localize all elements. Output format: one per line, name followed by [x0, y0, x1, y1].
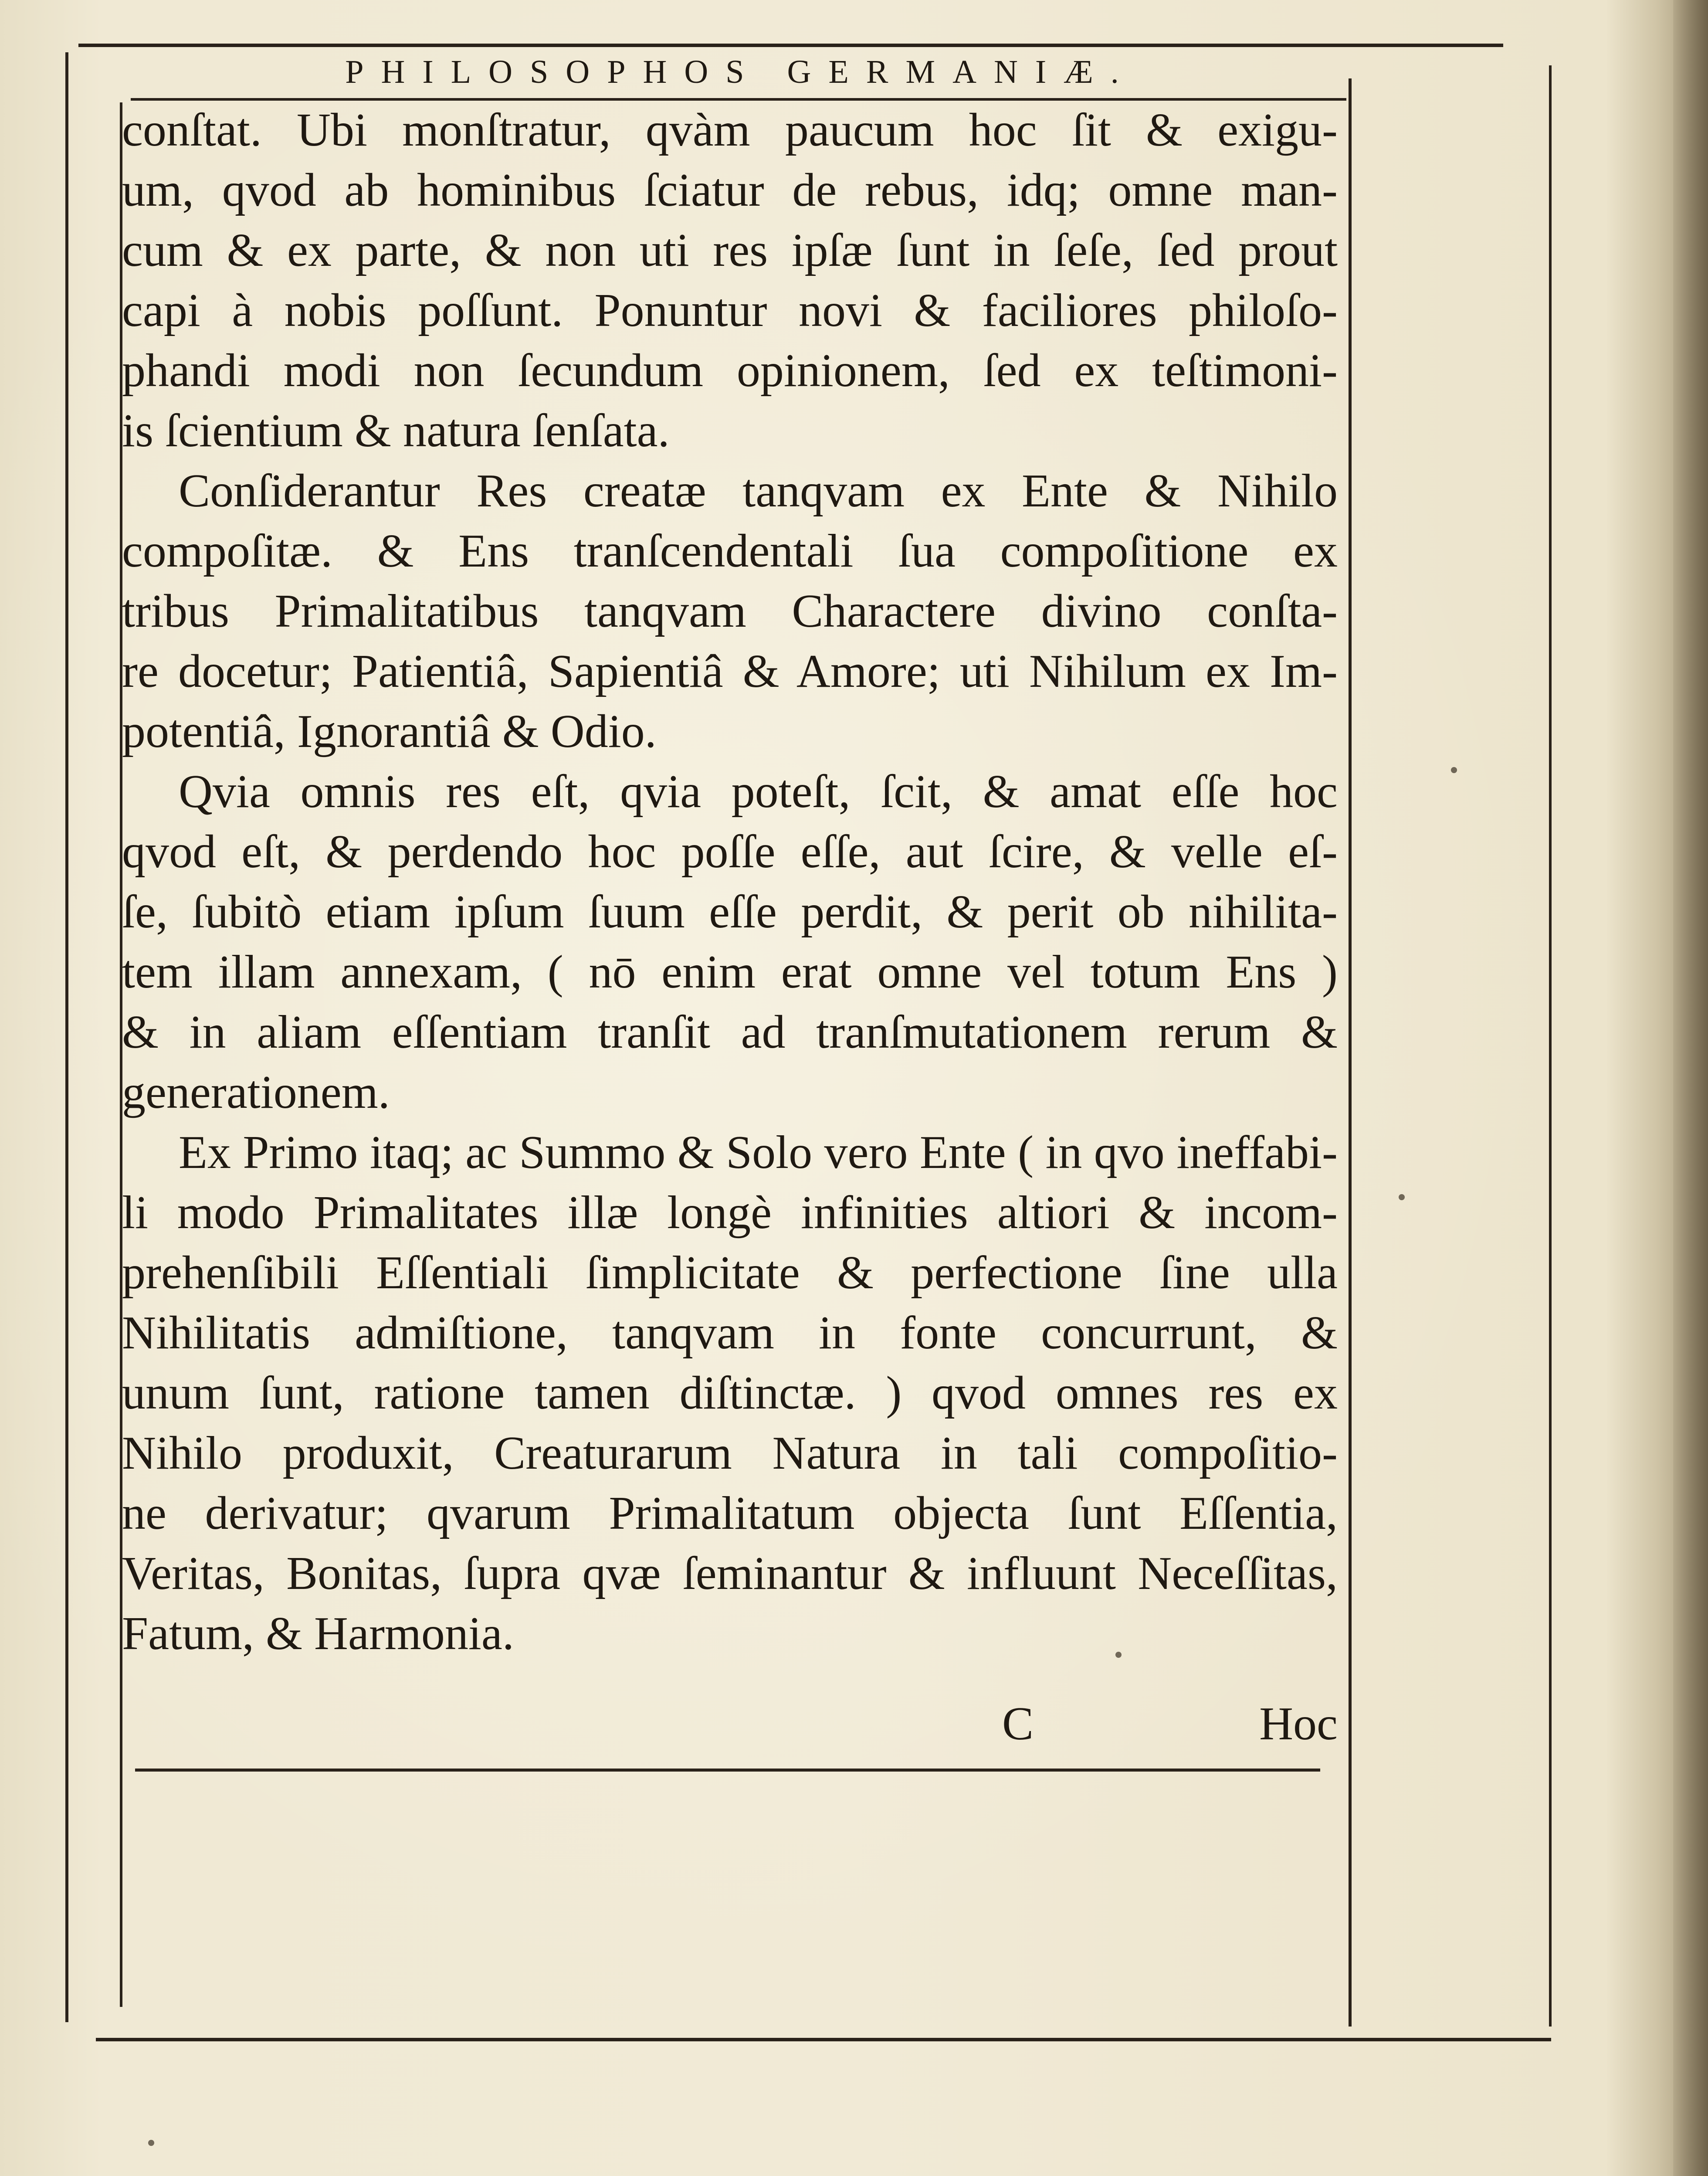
text-line: unum ſunt, ratione tamen diſtinctæ. ) qvod omnes res ex — [122, 1367, 1338, 1419]
text-line: capi à nobis poſſunt. Ponuntur novi & faciliores philoſo- — [122, 285, 1338, 336]
text-line: potentiâ, Ignorantiâ & Odio. — [122, 706, 657, 757]
text-line: re docetur; Patientiâ, Sapientiâ & Amore; uti Nihilum ex Im- — [122, 645, 1338, 697]
ink-speck — [1399, 1194, 1405, 1200]
body-text — [122, 100, 1338, 1664]
ink-speck — [148, 2140, 154, 2146]
bottom-rule — [96, 2038, 1551, 2041]
text-line: Conſiderantur Res creatæ tanqvam ex Ente & Nihilo — [179, 465, 1338, 517]
text-line: is ſcientium & natura ſenſata. — [122, 405, 670, 457]
left-outer-rule — [65, 52, 68, 2022]
page-edge-shadow — [1673, 0, 1708, 2176]
text-line: Qvia omnis res eſt, qvia poteſt, ſcit, & amat eſſe hoc — [179, 766, 1338, 818]
text-line: prehenſibili Eſſentiali ſimplicitate & perfectione ſine ulla — [122, 1247, 1338, 1299]
text-line: qvod eſt, & perdendo hoc poſſe eſſe, aut ſcire, & velle eſ- — [122, 826, 1338, 878]
ink-speck — [1451, 767, 1457, 773]
text-line: tem illam annexam, ( nō enim erat omne vel totum Ens ) — [122, 946, 1338, 998]
page-footer-marks — [122, 1694, 1338, 1755]
text-line: generationem. — [122, 1066, 390, 1118]
text-line: Ex Primo itaq; ac Summo & Solo vero Ente ( in qvo ineffabi- — [179, 1127, 1338, 1178]
catchword: Hoc — [1259, 1698, 1338, 1750]
text-line: Nihilitatis admiſtione, tanqvam in fonte concurrunt, & — [122, 1307, 1338, 1359]
right-inner-rule — [1349, 78, 1352, 2027]
text-line: tribus Primalitatibus tanqvam Charactere divino conſta- — [122, 585, 1338, 637]
text-line: um, qvod ab hominibus ſciatur de rebus, idq; omne man- — [122, 164, 1338, 216]
running-head: PHILOSOPHOS GERMANIÆ. — [345, 54, 1136, 90]
text-line: Veritas, Bonitas, ſupra qvæ ſeminantur & influunt Neceſſitas, — [122, 1548, 1338, 1599]
text-line: cum & ex parte, & non uti res ipſæ ſunt in ſeſe, ſed prout — [122, 224, 1338, 276]
text-line: ne derivatur; qvarum Primalitatum objecta ſunt Eſſentia, — [122, 1487, 1338, 1539]
top-rule — [78, 44, 1503, 47]
text-line: li modo Primalitates illæ longè infinities altiori & incom- — [122, 1187, 1338, 1239]
signature-mark: C — [1002, 1698, 1034, 1750]
text-line: & in aliam eſſentiam tranſit ad tranſmutationem rerum & — [122, 1006, 1338, 1058]
text-line: phandi modi non ſecundum opinionem, ſed ex teſtimoni- — [122, 345, 1338, 397]
text-line: ſe, ſubitò etiam ipſum ſuum eſſe perdit, & perit ob nihilita- — [122, 886, 1338, 938]
text-line: Nihilo produxit, Creaturarum Natura in tali compoſitio- — [122, 1427, 1338, 1479]
right-outer-rule — [1549, 65, 1552, 2027]
text-bottom-rule — [135, 1769, 1320, 1772]
text-line: compoſitæ. & Ens tranſcendentali ſua compoſitione ex — [122, 525, 1338, 577]
text-line: conſtat. Ubi monſtratur, qvàm paucum hoc ſit & exigu- — [122, 104, 1338, 156]
text-line: Fatum, & Harmonia. — [122, 1608, 514, 1660]
ink-speck — [1115, 1652, 1122, 1658]
